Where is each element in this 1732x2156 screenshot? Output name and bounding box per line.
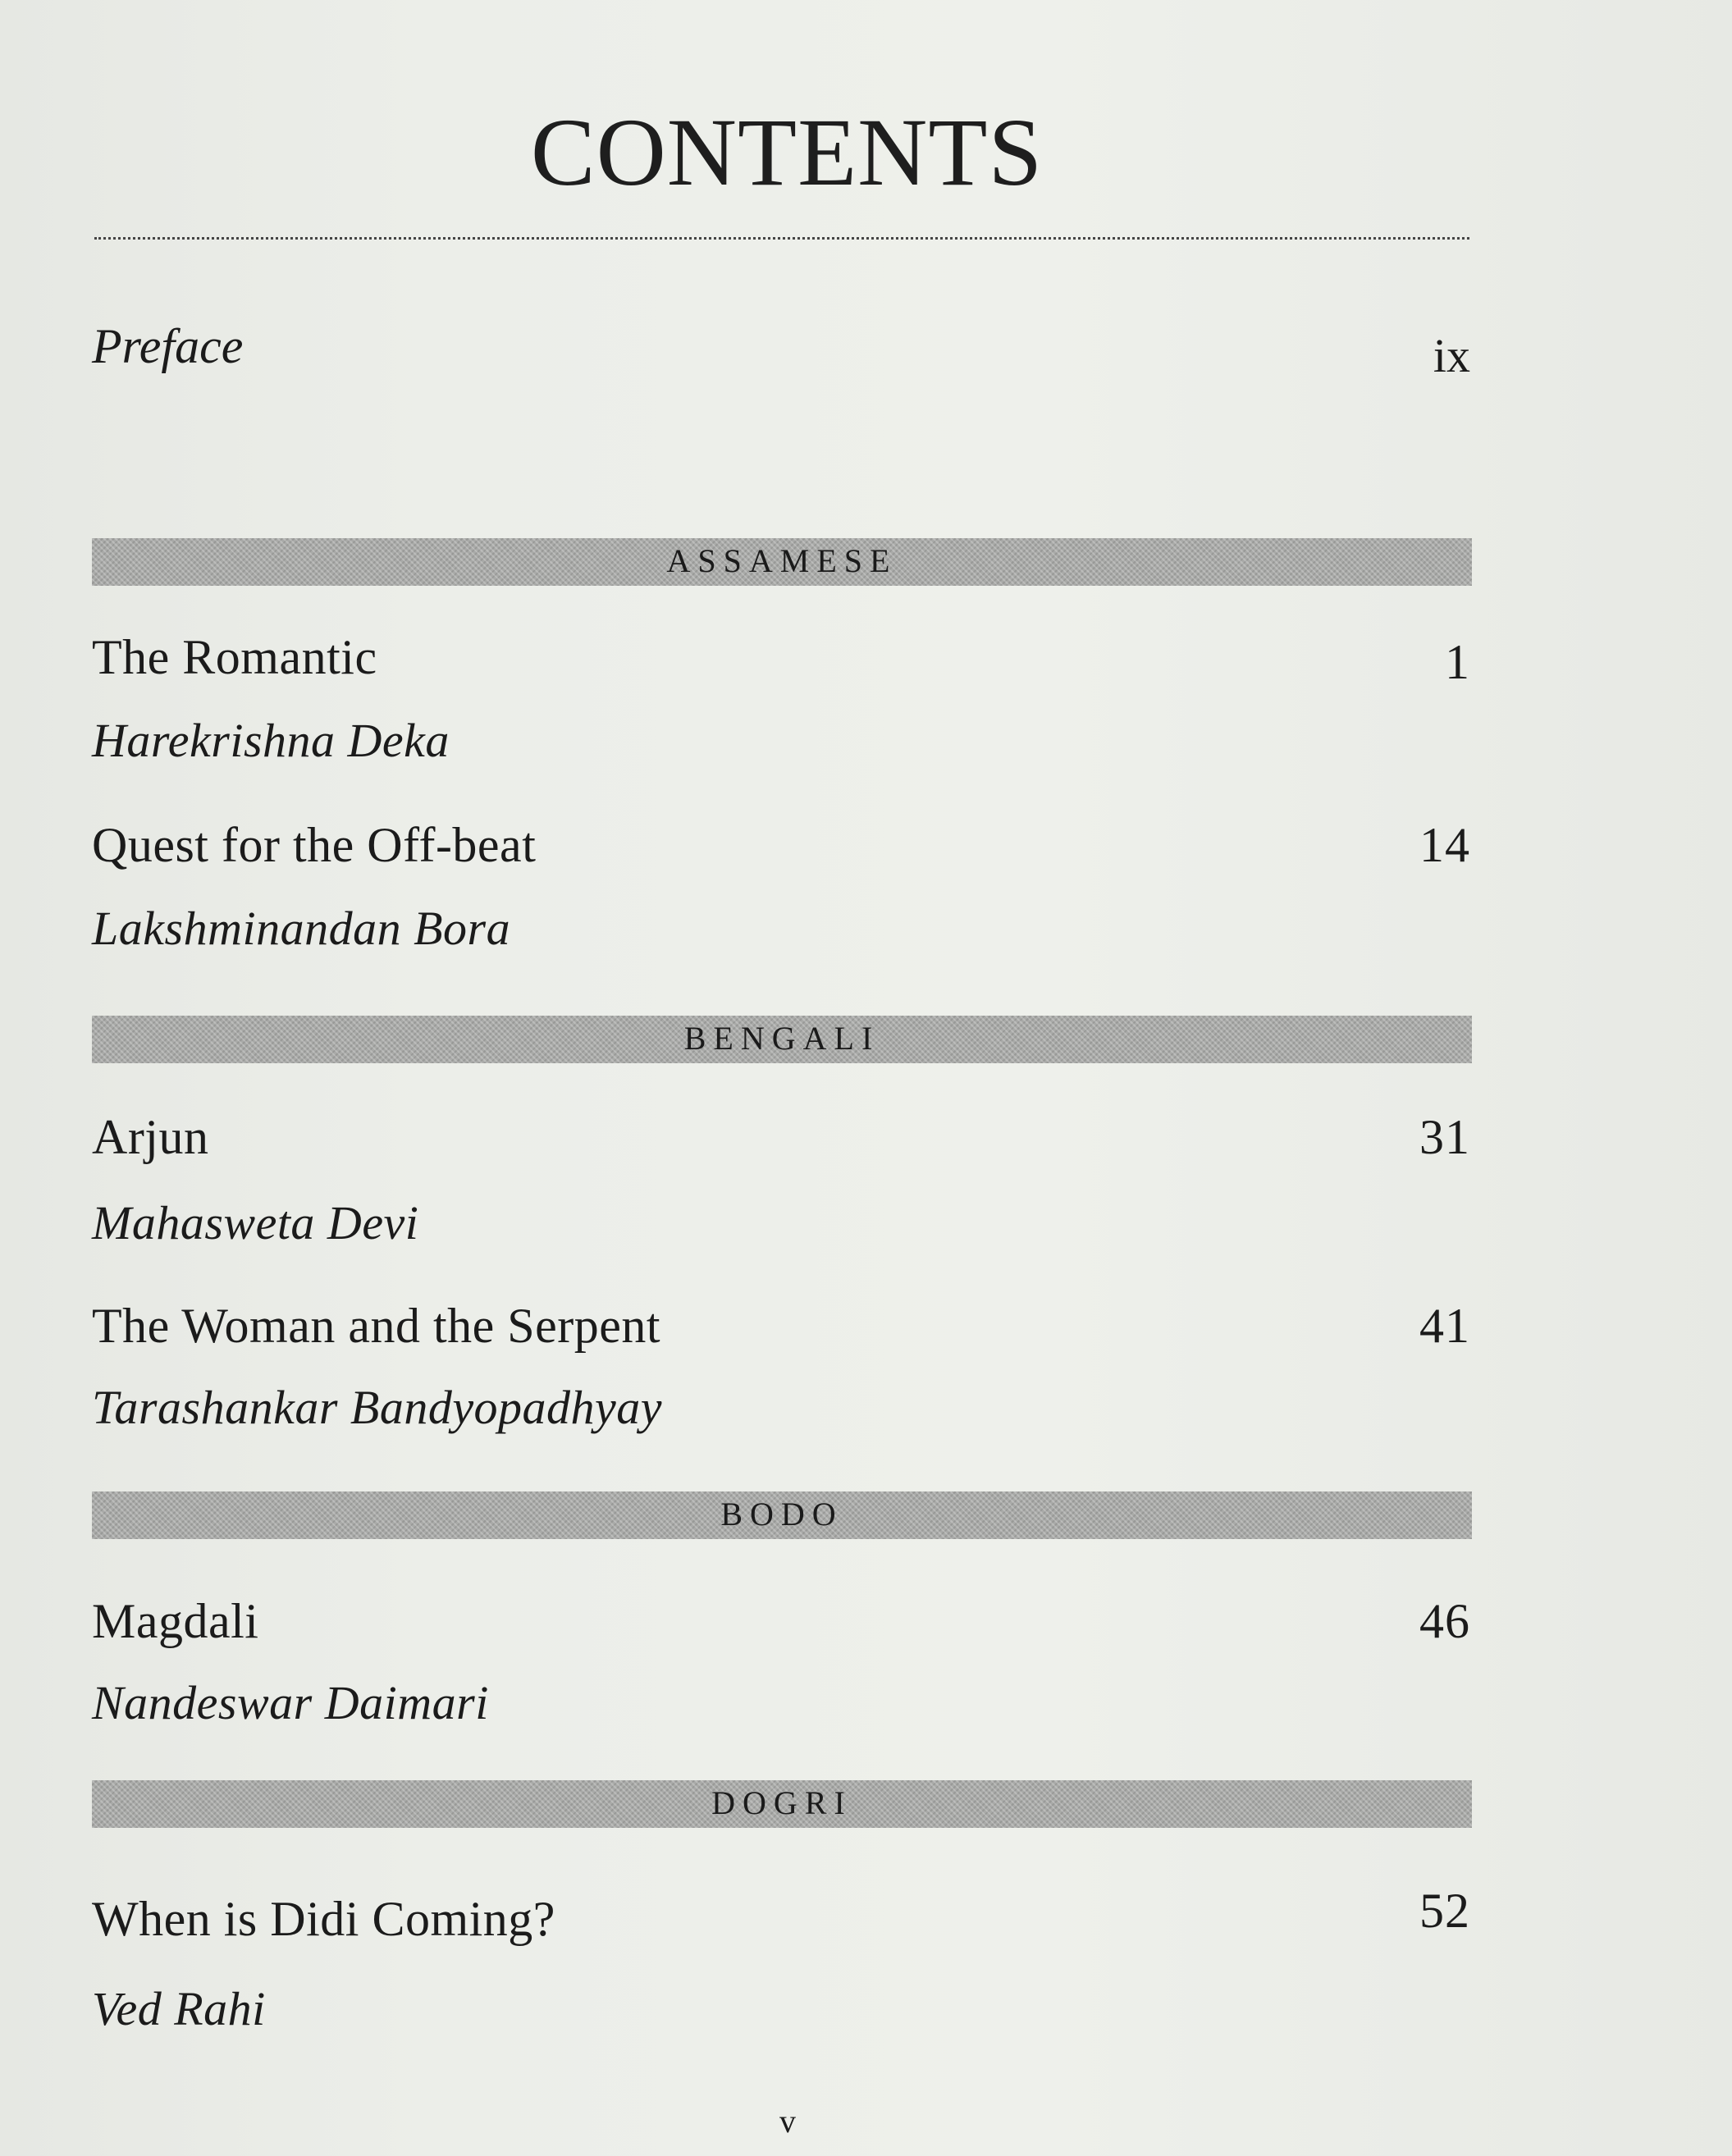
story-title: Arjun bbox=[92, 1110, 209, 1164]
section-label: BENGALI bbox=[683, 1020, 880, 1057]
story-page-number: 46 bbox=[1419, 1594, 1470, 1648]
title-divider bbox=[94, 237, 1469, 240]
section-header-assamese bbox=[92, 538, 1472, 586]
story-title: The Romantic bbox=[92, 630, 377, 684]
page-title: CONTENTS bbox=[530, 98, 1044, 206]
story-page-number: 14 bbox=[1419, 818, 1470, 872]
section-header-bengali bbox=[92, 1016, 1472, 1063]
preface-label: Preface bbox=[92, 319, 244, 373]
page-folio: v bbox=[779, 2103, 797, 2140]
story-page-number: 1 bbox=[1445, 635, 1470, 689]
story-author: Tarashankar Bandyopadhyay bbox=[92, 1381, 663, 1434]
section-label: ASSAMESE bbox=[666, 542, 898, 579]
story-title: Quest for the Off-beat bbox=[92, 818, 537, 872]
story-title: When is Didi Coming? bbox=[92, 1892, 555, 1946]
preface-page-number: ix bbox=[1433, 329, 1470, 382]
section-header-bodo bbox=[92, 1491, 1472, 1539]
story-author: Nandeswar Daimari bbox=[92, 1676, 489, 1729]
story-author: Mahasweta Devi bbox=[92, 1196, 419, 1249]
section-label: DOGRI bbox=[711, 1784, 852, 1821]
story-author: Lakshminandan Bora bbox=[92, 902, 511, 955]
preface-entry bbox=[92, 318, 1470, 384]
story-page-number: 31 bbox=[1419, 1110, 1470, 1164]
story-author: Ved Rahi bbox=[92, 1982, 266, 2035]
story-page-number: 52 bbox=[1419, 1884, 1470, 1938]
story-author: Harekrishna Deka bbox=[92, 714, 450, 767]
section-header-dogri bbox=[92, 1780, 1472, 1828]
story-title: The Woman and the Serpent bbox=[92, 1299, 661, 1353]
section-label: BODO bbox=[720, 1496, 843, 1532]
story-page-number: 41 bbox=[1419, 1299, 1470, 1353]
story-title: Magdali bbox=[92, 1594, 259, 1648]
